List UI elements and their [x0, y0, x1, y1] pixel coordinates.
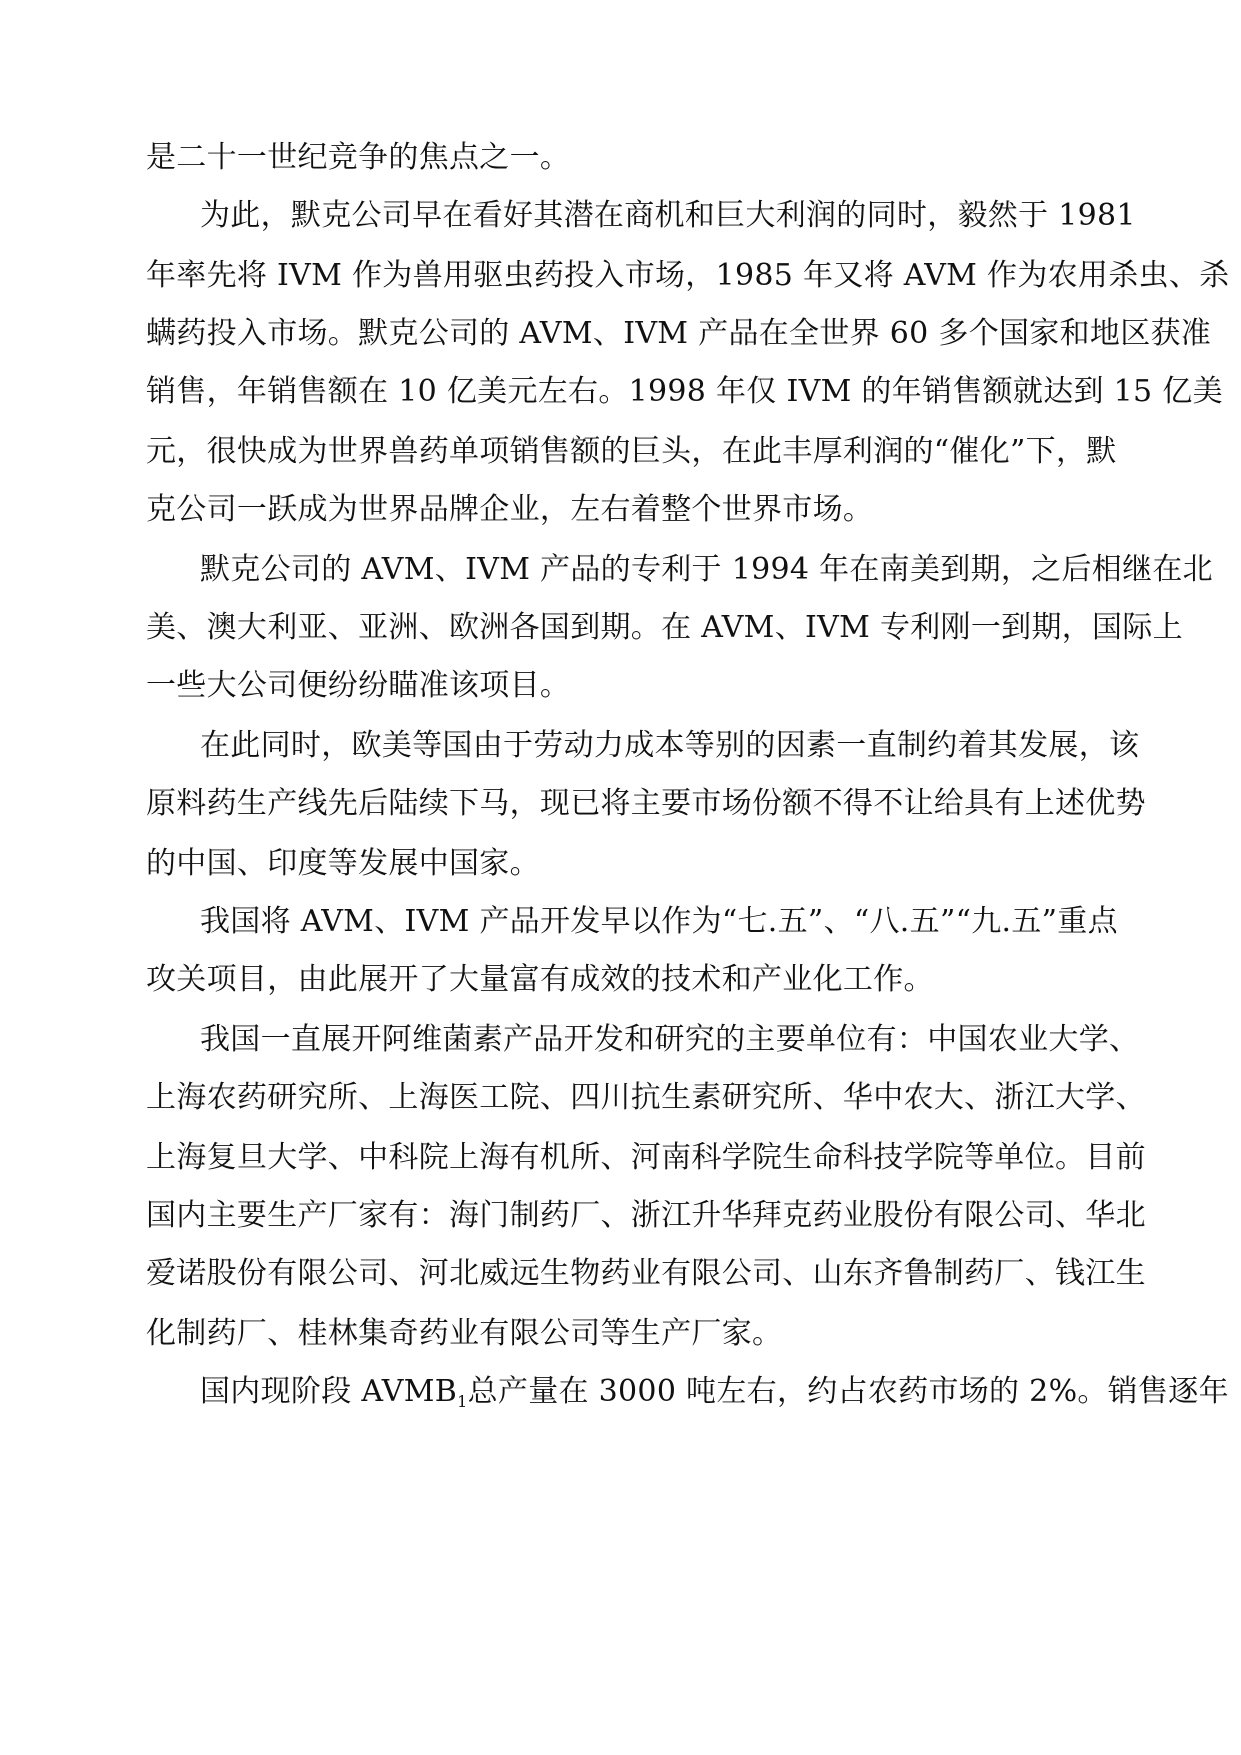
- paragraph-start: 为此，默克公司早在看好其潜在商机和巨大利润的同时，毅然于 1981: [200, 198, 1136, 233]
- text-line: 螨药投入市场。默克公司的 AVM、IVM 产品在全世界 60 多个国家和地区获准: [146, 316, 1212, 351]
- text-line: 原料药生产线先后陆续下马，现已将主要市场份额不得不让给具有上述优势: [146, 786, 1146, 821]
- text-line: 攻关项目，由此展开了大量富有成效的技术和产业化工作。: [146, 962, 934, 997]
- text-line: 国内主要生产厂家有：海门制药厂、浙江升华拜克药业股份有限公司、华北: [146, 1198, 1146, 1233]
- paragraph-start: 默克公司的 AVM、IVM 产品的专利于 1994 年在南美到期，之后相继在北: [200, 552, 1213, 587]
- text-line: 爱诺股份有限公司、河北威远生物药业有限公司、山东齐鲁制药厂、钱江生: [146, 1256, 1146, 1291]
- text-segment: 总产量在 3000 吨左右，约占农药市场的 2%。销售逐年: [467, 1374, 1229, 1409]
- text-line: 年率先将 IVM 作为兽用驱虫药投入市场，1985 年又将 AVM 作为农用杀虫、杀: [146, 258, 1230, 293]
- paragraph-start: 我国一直展开阿维菌素产品开发和研究的主要单位有：中国农业大学、: [200, 1022, 1140, 1057]
- text-line: 的中国、印度等发展中国家。: [146, 846, 540, 881]
- text-segment: 国内现阶段 AVMB: [200, 1374, 458, 1409]
- subscript: 1: [457, 1392, 468, 1411]
- text-line: 上海农药研究所、上海医工院、四川抗生素研究所、华中农大、浙江大学、: [146, 1080, 1146, 1115]
- paragraph-start: 在此同时，欧美等国由于劳动力成本等别的因素一直制约着其发展，该: [200, 728, 1140, 763]
- text-line: 克公司一跃成为世界品牌企业，左右着整个世界市场。: [146, 492, 874, 527]
- text-line: 化制药厂、桂林集奇药业有限公司等生产厂家。: [146, 1316, 783, 1351]
- paragraph-start: [200, 1372, 1229, 1422]
- text-line: 上海复旦大学、中科院上海有机所、河南科学院生命科技学院等单位。目前: [146, 1140, 1146, 1175]
- text-line: 一些大公司便纷纷瞄准该项目。: [146, 668, 571, 703]
- text-line: 元，很快成为世界兽药单项销售额的巨头，在此丰厚利润的“催化”下，默: [146, 434, 1117, 469]
- text-line: 美、澳大利亚、亚洲、欧洲各国到期。在 AVM、IVM 专利刚一到期，国际上: [146, 610, 1183, 645]
- paragraph-start: 我国将 AVM、IVM 产品开发早以作为“七.五”、“八.五”“九.五”重点: [200, 904, 1118, 939]
- text-line: 销售，年销售额在 10 亿美元左右。1998 年仅 IVM 的年销售额就达到 15 亿美: [146, 374, 1223, 409]
- text-line: 是二十一世纪竞争的焦点之一。: [146, 140, 571, 175]
